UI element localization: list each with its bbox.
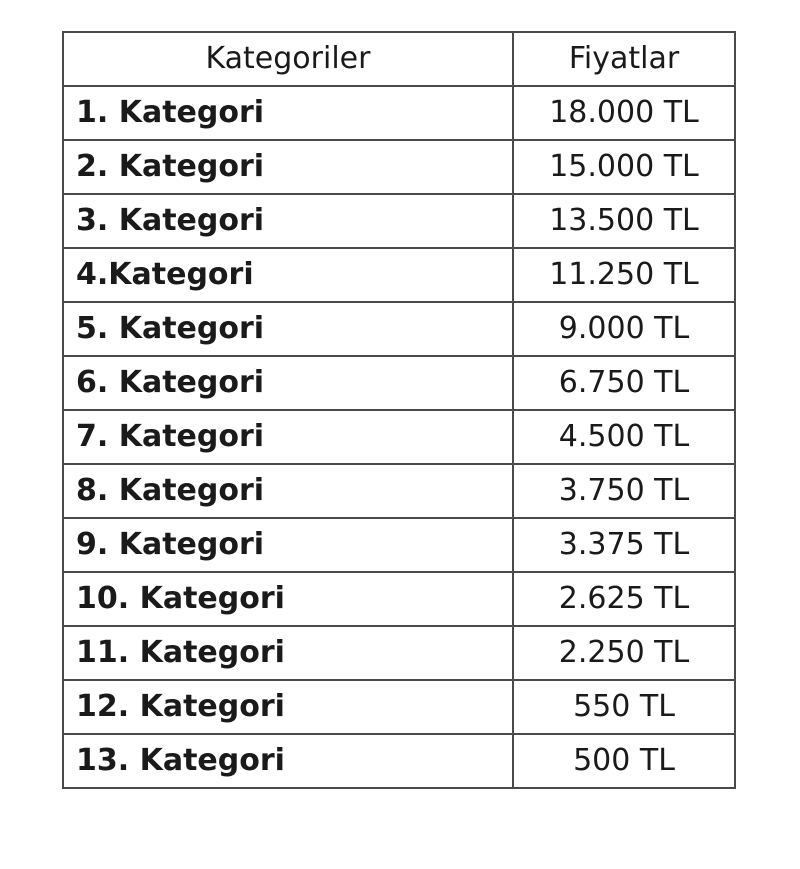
price-cell: 11.250 TL <box>513 248 735 302</box>
category-cell: 9. Kategori <box>63 518 513 572</box>
price-cell: 3.750 TL <box>513 464 735 518</box>
category-cell: 13. Kategori <box>63 734 513 788</box>
price-table <box>62 31 736 789</box>
price-column-header: Fiyatlar <box>513 32 735 86</box>
price-cell: 9.000 TL <box>513 302 735 356</box>
table-row <box>63 248 735 302</box>
price-cell: 500 TL <box>513 734 735 788</box>
table-row <box>63 518 735 572</box>
category-cell: 12. Kategori <box>63 680 513 734</box>
table-row <box>63 302 735 356</box>
category-cell: 7. Kategori <box>63 410 513 464</box>
price-cell: 6.750 TL <box>513 356 735 410</box>
table-row <box>63 572 735 626</box>
price-cell: 2.625 TL <box>513 572 735 626</box>
table-row <box>63 680 735 734</box>
category-cell: 1. Kategori <box>63 86 513 140</box>
price-cell: 550 TL <box>513 680 735 734</box>
price-cell: 4.500 TL <box>513 410 735 464</box>
table-row <box>63 194 735 248</box>
price-cell: 18.000 TL <box>513 86 735 140</box>
category-cell: 4.Kategori <box>63 248 513 302</box>
table-row <box>63 356 735 410</box>
category-cell: 5. Kategori <box>63 302 513 356</box>
table-row <box>63 734 735 788</box>
category-cell: 11. Kategori <box>63 626 513 680</box>
price-cell: 3.375 TL <box>513 518 735 572</box>
category-cell: 2. Kategori <box>63 140 513 194</box>
table-header <box>63 32 735 86</box>
price-cell: 13.500 TL <box>513 194 735 248</box>
category-cell: 10. Kategori <box>63 572 513 626</box>
header-row <box>63 32 735 86</box>
table-row <box>63 464 735 518</box>
category-column-header: Kategoriler <box>63 32 513 86</box>
table-row <box>63 626 735 680</box>
table-row <box>63 86 735 140</box>
table-body <box>63 86 735 788</box>
price-cell: 15.000 TL <box>513 140 735 194</box>
category-cell: 8. Kategori <box>63 464 513 518</box>
table-row <box>63 410 735 464</box>
table-row <box>63 140 735 194</box>
category-cell: 3. Kategori <box>63 194 513 248</box>
category-cell: 6. Kategori <box>63 356 513 410</box>
price-cell: 2.250 TL <box>513 626 735 680</box>
